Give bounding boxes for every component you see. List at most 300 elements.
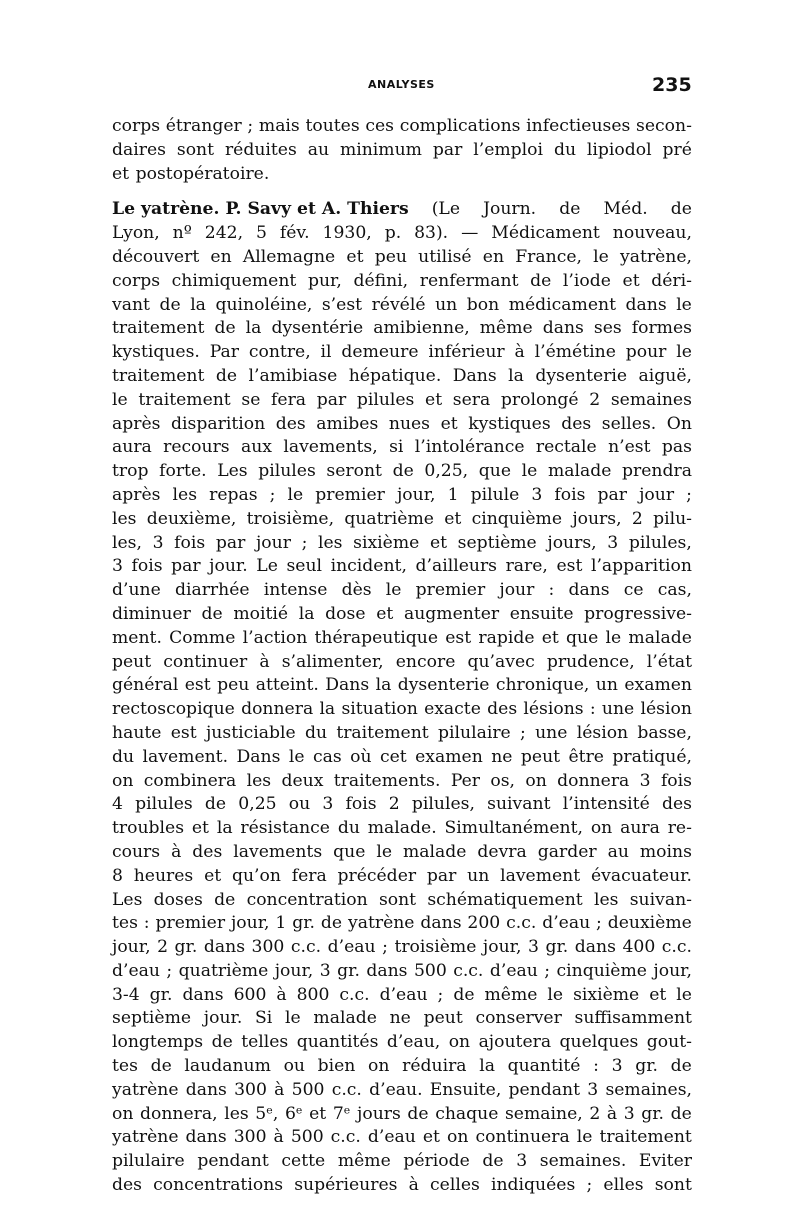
word: fois [345,794,377,815]
word: (Le [431,199,461,220]
word: ces [365,116,394,136]
word: par [597,484,627,505]
word: s’est [321,294,363,315]
word: ; [520,722,526,743]
word: des [487,699,518,720]
word: résistance [240,818,330,839]
word: jour [255,532,291,553]
word: après [112,413,161,434]
word: peut [112,651,152,672]
word: continuer [163,651,248,672]
word: jours, [572,508,622,529]
word: celles [430,1175,480,1196]
word: jour, [396,484,436,505]
word: aura [112,437,152,458]
word: dans [203,937,246,958]
word: prudence, [546,651,635,672]
word: la [298,603,315,624]
word: c.c. [506,913,537,934]
word: les [318,532,343,553]
text-line [112,1126,692,1150]
word: aura [620,818,660,839]
word: évacuateur. [590,865,692,886]
word: 8 [112,865,123,886]
word: : [143,913,150,934]
word: 2 [157,937,169,958]
word: 83). [414,223,449,244]
word: de [204,794,227,815]
word: lésions [523,699,584,720]
word: 300 [251,937,285,958]
word: pilu- [653,508,692,529]
word: malade [402,841,467,862]
word: nº [172,223,192,244]
word: un [435,294,458,315]
word: ce [623,580,644,601]
word: Les [112,889,143,910]
word: de [670,199,692,220]
word: septième [457,532,537,553]
word: semaines, [605,1079,692,1100]
word: examen [415,746,483,767]
text-line [112,1079,692,1103]
word: de [670,1103,692,1124]
word: le [676,342,692,363]
word: re- [667,818,692,839]
word: gr. [337,960,360,981]
word: dans [366,960,408,981]
word: Par [209,342,240,363]
word: supérieures [294,1175,398,1196]
word: de [215,365,238,386]
word: jour. [209,556,248,577]
word: dysentérie [271,318,364,339]
word: révélé [371,294,426,315]
word: mais [258,116,300,136]
word: peut [520,746,561,767]
text-line [112,198,692,222]
word: rapide [478,627,535,648]
text-line [112,984,692,1008]
word: 500 [291,1079,325,1100]
text-line [112,246,692,270]
word: dans [568,580,610,601]
word: gr. [635,1056,658,1077]
word: de [150,1056,172,1077]
word: c.c. [290,937,322,958]
word: bien [317,1056,356,1077]
word: pour [625,342,667,363]
word: telles [241,1032,289,1053]
running-title: ANALYSES [368,78,435,91]
word: bon [466,294,500,315]
word: le [385,580,402,601]
word: ou [283,1056,305,1077]
word: premier [155,913,226,934]
word: à [273,1127,284,1148]
word: médicament [508,294,616,315]
word: donnera [241,699,314,720]
text-line [112,341,692,365]
word: lavements, [283,437,378,458]
text-line [112,508,692,532]
word: après [112,484,161,505]
word: rectale [535,437,597,458]
word: p. [384,223,402,244]
word: contre, [248,342,311,363]
word: ; [544,960,551,981]
word: renfermant [419,270,519,291]
word: yatrène [112,1079,179,1100]
word: pilules [356,389,415,410]
word: et [112,163,130,184]
word: 3 [319,960,331,981]
word: dans [185,1079,227,1100]
word: la [319,699,336,720]
word: défini, [353,270,409,291]
word: 300 [233,1127,267,1148]
word: dysenterie [535,365,628,386]
word: être [568,746,604,767]
word: de [211,1032,233,1053]
text-line [112,436,692,460]
word: c.c. [339,984,370,1005]
word: les [224,1103,249,1124]
word: à [274,1079,285,1100]
word: laudanum [184,1056,271,1077]
word: quatrième [344,508,434,529]
word: tes [112,1056,138,1077]
word: d’eau [379,984,428,1005]
word: gr. [174,937,198,958]
word: forte. [159,461,207,482]
word: kystiques. [112,342,200,363]
word: ; [382,937,388,958]
word: est [184,675,211,696]
word: diarrhée [174,580,250,601]
word: la [508,365,524,386]
word: augmenter [403,603,500,624]
word: 400 [622,937,656,958]
word: semaines. [539,1151,627,1172]
word: à [606,1103,618,1124]
word: lavements [233,841,323,862]
word: de [214,889,236,910]
word: étranger [165,116,242,136]
body-text [112,115,692,1198]
word: un [595,675,618,696]
word: l’intensité [562,794,650,815]
word: du [112,746,135,767]
word: s’alimenter, [281,651,384,672]
word: et [204,865,222,886]
word: de [482,1151,504,1172]
word: ses [593,318,622,339]
word: précéder [337,865,417,886]
text-line [112,603,692,627]
word: pratiqué, [612,746,692,767]
word: lavement [500,865,581,886]
word: on [112,1103,134,1124]
word: atteint. [255,675,319,696]
word: : [548,580,555,601]
word: secon- [636,116,692,136]
word: Simultanément, [444,818,583,839]
word: d’ailleurs [415,556,497,577]
word: du [337,818,360,839]
word: complications [399,116,521,136]
word: au [307,139,330,160]
word: moitié [233,603,289,624]
text-line [112,1031,692,1055]
text-line [112,1103,692,1127]
word: traitement [138,389,231,410]
running-head [0,74,800,98]
word: nues [388,413,431,434]
word: amibes [316,413,379,434]
word: Comme [169,627,236,648]
word: pilules [135,794,193,815]
word: conserver [475,1008,562,1029]
word: elles [603,1175,644,1196]
word: malade. [367,818,437,839]
word: 2 [589,389,601,410]
word: deuxième, [146,508,237,529]
word: l’amibiase [248,365,338,386]
word: 3 [516,1151,528,1172]
word: fév. [279,223,310,244]
word: suivant [487,794,551,815]
word: chimiquement [171,270,297,291]
word: seul [286,556,323,577]
word: — [461,223,479,244]
word: trop [112,461,149,482]
word: Si [255,1008,273,1029]
word: yatrène [347,913,415,934]
word: ; [247,116,254,136]
word: de [159,294,181,315]
word: l’émétine [534,342,616,363]
word: diminuer [112,603,191,624]
word: où [350,746,372,767]
word: d’eau, [386,1032,441,1053]
word: Le [256,556,278,577]
word: par [316,389,347,410]
word: et [191,818,209,839]
word: pilules, [411,794,475,815]
word: fera [291,865,327,886]
word: et [422,1127,440,1148]
text-line [112,222,692,246]
word: cas [312,746,342,767]
word: peu [374,246,407,267]
word: en [210,246,232,267]
word: général [112,675,179,696]
word: quelques [559,1032,639,1053]
word: disparition [171,413,266,434]
word: de [453,984,475,1005]
word: 1 [275,913,287,934]
word: n’est [608,437,651,458]
word: malade [547,461,612,482]
text-line [112,698,692,722]
word: sont [176,139,215,160]
word: 7ᵉ [332,1103,351,1124]
word: yatrène, [620,246,692,267]
word: on [448,1032,471,1053]
word: l’apparition [590,556,692,577]
word: à [276,984,287,1005]
text-line [112,270,692,294]
word: de [530,270,552,291]
word: l’emploi [473,139,544,160]
word: une [601,699,635,720]
word: à [259,651,270,672]
word: postopératoire. [135,163,270,184]
word: traitement [112,365,205,386]
word: qu’avec [467,651,535,672]
word: les [246,770,272,791]
text-line [112,746,692,770]
word: qu’on [231,865,281,886]
paragraph-complications [112,115,692,186]
word: de [320,913,343,934]
word: gout- [646,1032,692,1053]
word: l’action [242,627,308,648]
word: premier [315,484,385,505]
word: yatrène [112,1127,179,1148]
word: moins [639,841,692,862]
word: même [479,318,533,339]
word: cette [281,1151,326,1172]
text-line [112,365,692,389]
word: incident, [330,556,407,577]
word: dose [325,603,366,624]
word: rectoscopique [112,699,235,720]
word: un [467,865,490,886]
word: dans [625,294,667,315]
word: lavement. [142,746,229,767]
word: inférieur [428,342,505,363]
word: intense [263,580,328,601]
word: par [426,865,457,886]
word: infectieuses [526,116,631,136]
abstract-title: Le yatrène. P. Savy et A. Thiers [112,199,409,220]
word: sont [654,1175,692,1196]
word: jour, [112,937,151,958]
word: jours, [547,532,597,553]
word: combinera [143,770,237,791]
word: et [425,389,443,410]
text-line [112,889,692,913]
word: 3 [639,770,651,791]
word: au [607,841,629,862]
text-line [112,317,692,341]
word: hépatique. [348,365,442,386]
word: et [541,627,559,648]
word: fois [554,484,586,505]
word: de [670,1056,692,1077]
paragraph-gap [112,186,692,198]
word: progressive- [584,603,692,624]
word: fera [271,389,307,410]
word: ou [288,794,311,815]
word: tes [112,913,138,934]
word: 600 [233,984,267,1005]
word: gr. [149,984,173,1005]
word: à [171,841,182,862]
word: des [192,841,223,862]
word: aiguë, [638,365,692,386]
word: examen [624,675,692,696]
word: 3 [112,556,123,577]
word: se [241,389,261,410]
word: 3 [152,532,164,553]
word: à [514,342,525,363]
word: même [337,1151,391,1172]
word: aux [240,437,272,458]
word: pilulaire [438,722,511,743]
word: France, [515,246,582,267]
word: toutes [305,116,360,136]
word: sixième [573,984,640,1005]
word: 300 [234,1079,267,1100]
text-line [112,651,692,675]
word: quinoléine, [215,294,313,315]
word: os, [490,770,516,791]
word: c.c. [453,960,484,981]
paragraph-yatrene [112,198,692,1197]
word: si [389,437,404,458]
word: quantités [296,1032,379,1053]
word: formes [631,318,692,339]
word: ; [437,984,444,1005]
word: On [666,413,692,434]
word: on [447,1127,469,1148]
word: le [285,1008,301,1029]
word: et [346,246,364,267]
word: kystiques [468,413,551,434]
word: réduira [402,1056,467,1077]
text-line [112,163,692,187]
word: repas [209,484,258,505]
word: des [275,413,306,434]
word: Eviter [638,1151,692,1172]
word: est [556,556,583,577]
word: on [525,770,547,791]
word: lipiodol [586,139,652,160]
word: fois [174,532,206,553]
word: indiquées [490,1175,576,1196]
word: par [215,532,246,553]
word: on [368,1056,390,1077]
word: Allemagne [242,246,336,267]
word: Journ. [483,199,537,220]
word: 5 [256,223,267,244]
text-line [112,912,692,936]
word: 3 [322,794,334,815]
word: cet [379,746,407,767]
word: il [320,342,332,363]
text-line [112,1055,692,1079]
word: lésion [576,722,629,743]
text-line [112,960,692,984]
word: 0,25, [424,461,469,482]
word: le [593,246,609,267]
word: traitement [112,318,205,339]
word: une [535,722,568,743]
text-line [112,674,692,698]
